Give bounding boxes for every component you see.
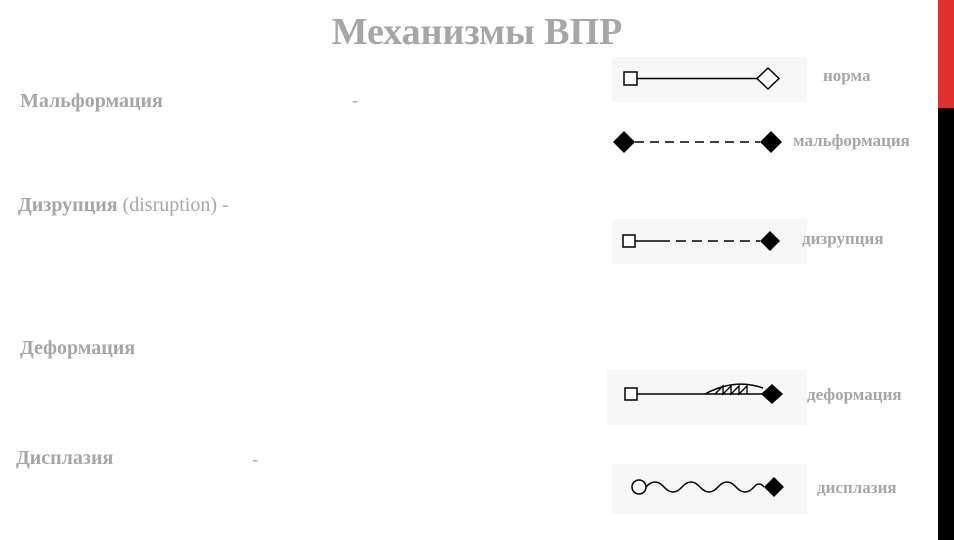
term-disruption bbox=[18, 194, 229, 217]
malformation-dash: - bbox=[352, 90, 358, 110]
accent-bar-black bbox=[938, 108, 954, 540]
term-malformation: Мальформация bbox=[20, 90, 163, 112]
open-square-icon bbox=[625, 388, 637, 400]
accent-bar-red bbox=[938, 0, 954, 108]
label-disruption: дизрупция bbox=[802, 229, 884, 248]
dysplasia-dash: - bbox=[252, 449, 258, 469]
term-dysplasia: Дисплазия bbox=[16, 447, 114, 469]
filled-diamond-icon bbox=[761, 384, 783, 404]
slide-title: Механизмы ВПР bbox=[331, 11, 623, 53]
filled-diamond-icon bbox=[760, 231, 780, 251]
open-square-icon bbox=[624, 72, 637, 85]
label-dysplasia: дисплазия bbox=[817, 478, 897, 497]
malformation-diagram bbox=[610, 126, 790, 158]
label-norma: норма bbox=[823, 66, 871, 85]
filled-diamond-icon bbox=[613, 131, 635, 153]
term-disruption-paren: (disruption) - bbox=[117, 194, 229, 216]
disruption-diagram bbox=[615, 225, 790, 257]
term-deformation: Деформация bbox=[20, 337, 136, 359]
filled-diamond-icon bbox=[764, 477, 784, 497]
open-circle-icon bbox=[632, 480, 646, 494]
dysplasia-diagram bbox=[625, 472, 795, 504]
deformation-diagram bbox=[615, 377, 795, 411]
filled-diamond-icon bbox=[760, 131, 782, 153]
term-disruption-label: Дизрупция bbox=[18, 194, 118, 216]
open-square-icon bbox=[623, 235, 635, 247]
label-deformation: деформация bbox=[807, 385, 902, 404]
label-malformation: мальформация bbox=[793, 131, 910, 150]
open-diamond-icon bbox=[757, 68, 779, 89]
norma-diagram bbox=[615, 62, 790, 96]
